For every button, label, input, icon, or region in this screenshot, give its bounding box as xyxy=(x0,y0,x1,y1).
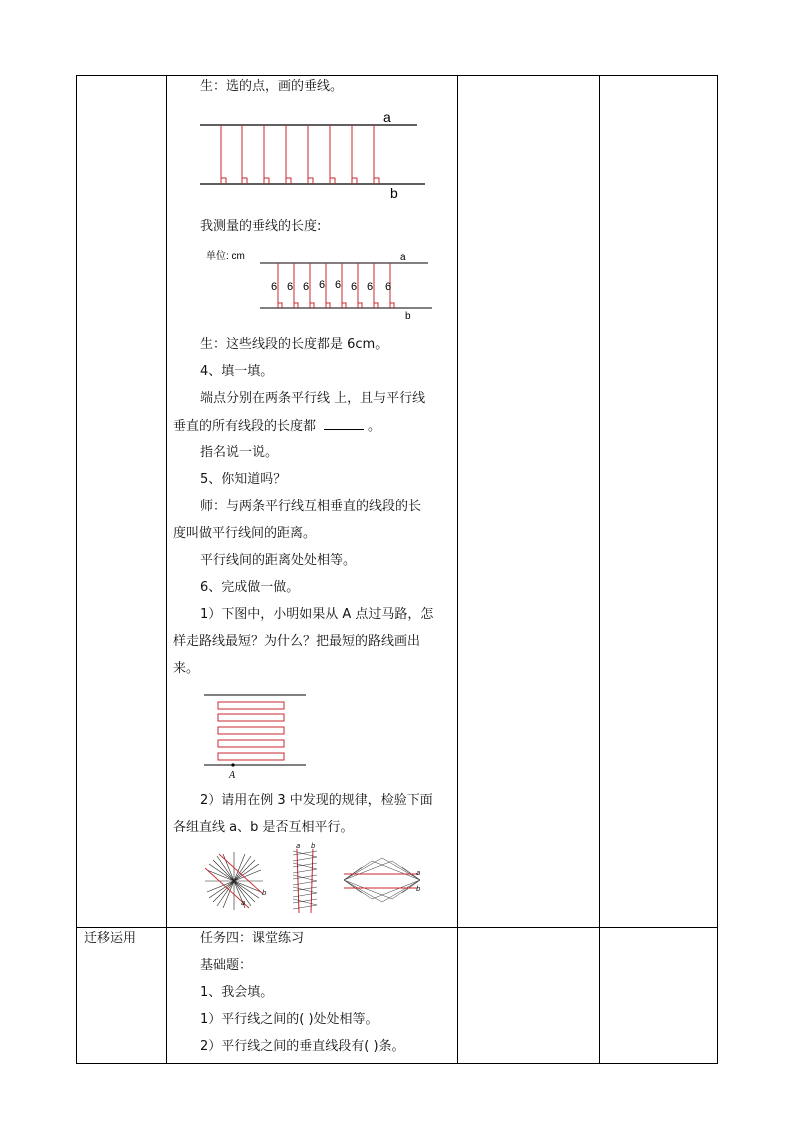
length-label: 6 xyxy=(351,281,358,293)
answer-blank[interactable] xyxy=(324,418,364,430)
length-label: 6 xyxy=(385,281,392,293)
student-conclusion: 生：这些线段的长度都是 6cm。 xyxy=(200,337,389,352)
length-label: 6 xyxy=(287,281,294,293)
task-heading: 任务四：课堂练习 xyxy=(200,931,305,946)
length-label: 6 xyxy=(335,279,342,291)
practice-question-2: 2）平行线之间的垂直线段有( )条。 xyxy=(200,1039,405,1054)
instruction-line: 指名说一说。 xyxy=(200,445,279,460)
length-label: 6 xyxy=(303,281,310,293)
column-divider-2 xyxy=(457,75,458,1064)
unit-label: 单位: cm xyxy=(206,251,245,262)
crosswalk-figure xyxy=(200,690,312,782)
question-1-line2: 样走路线最短？为什么？把最短的路线画出 xyxy=(173,634,421,649)
line-label-a: a xyxy=(383,109,391,125)
fill-section-heading: 1、我会填。 xyxy=(200,985,274,1000)
column-divider-3 xyxy=(599,75,600,1064)
basic-questions-heading: 基础题： xyxy=(200,958,253,973)
fill-question-text: 垂直的所有线段的长度都 xyxy=(173,419,317,434)
line-label-b: b xyxy=(390,185,398,201)
line-label-a: a xyxy=(400,252,406,263)
table-top-border xyxy=(76,75,717,76)
figure-4b-label-b: b xyxy=(311,842,316,850)
figure-4a-label-b: b xyxy=(262,889,267,897)
measured-perpendiculars-figure xyxy=(200,247,440,322)
section-4-heading: 4、填一填。 xyxy=(200,364,274,379)
measurement-intro: 我测量的垂线的长度: xyxy=(200,219,322,234)
diamond-rays-figure xyxy=(342,855,424,905)
figure-4a-label-a: a xyxy=(241,899,246,907)
teacher-definition-line1: 师：与两条平行线互相垂直的线段的长 xyxy=(200,499,422,514)
table-right-border xyxy=(717,75,718,1064)
question-1-line1: 1）下图中，小明如果从 A 点过马路，怎 xyxy=(200,607,434,622)
question-2-line1: 2）请用在例 3 中发现的规律，检验下面 xyxy=(200,793,433,808)
length-label: 6 xyxy=(367,281,374,293)
length-label: 6 xyxy=(271,281,278,293)
fill-question-end: 。 xyxy=(368,419,382,434)
table-bottom-border xyxy=(76,1063,717,1064)
point-label-a: A xyxy=(229,770,236,781)
fill-question-line2 xyxy=(173,418,381,435)
figure-4b-label-a: a xyxy=(296,842,301,850)
perpendicular-lines-figure xyxy=(195,108,435,203)
property-statement: 平行线间的距离处处相等。 xyxy=(200,553,357,568)
section-6-heading: 6、完成做一做。 xyxy=(200,580,300,595)
practice-question-1: 1）平行线之间的( )处处相等。 xyxy=(200,1012,379,1027)
row-divider xyxy=(76,927,717,928)
radial-lines-figure xyxy=(203,850,265,912)
question-1-line3: 来。 xyxy=(173,661,200,676)
section-5-heading: 5、你知道吗？ xyxy=(200,472,287,487)
column-divider-1 xyxy=(166,75,167,1064)
question-2-line2: 各组直线 a、b 是否互相平行。 xyxy=(173,820,354,835)
fill-question-line1: 端点分别在两条平行线 上，且与平行线 xyxy=(200,391,426,406)
table-left-border xyxy=(76,75,77,1064)
student-answer-line: 生：选的点，画的垂线。 xyxy=(200,79,344,94)
section-label: 迁移运用 xyxy=(84,931,137,946)
figure-4c-label-b: b xyxy=(416,885,421,893)
length-label: 6 xyxy=(319,279,326,291)
line-label-b: b xyxy=(405,311,411,322)
figure-4c-label-a: a xyxy=(416,869,421,877)
teacher-definition-line2: 度叫做平行线间的距离。 xyxy=(173,526,317,541)
herringbone-figure xyxy=(288,843,328,917)
